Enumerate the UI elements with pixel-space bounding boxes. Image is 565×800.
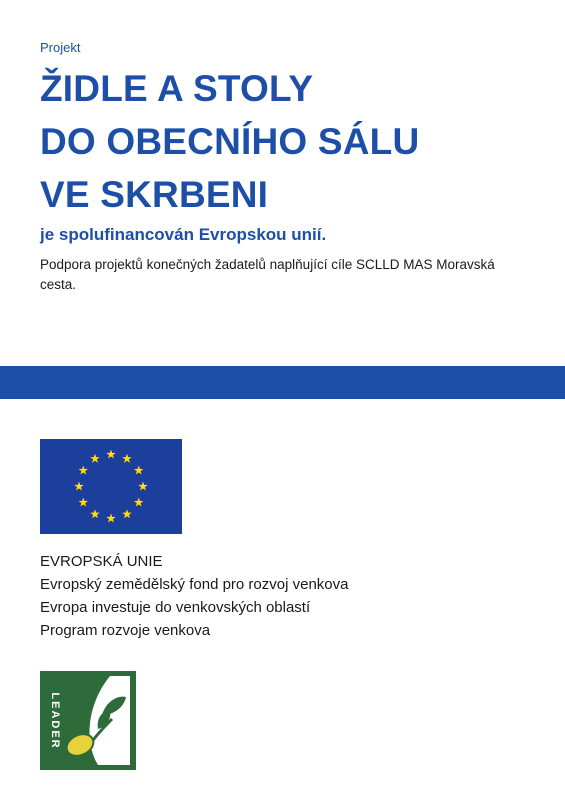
eu-union-label: EVROPSKÁ UNIE	[40, 553, 163, 570]
leader-vertical-text: LEADER	[49, 692, 61, 750]
title-line-1: ŽIDLE A STOLY	[40, 68, 314, 109]
eu-program-label: Program rozvoje venkova	[40, 622, 211, 639]
title-line-2: DO OBECNÍHO SÁLU	[40, 121, 420, 162]
support-description: Podpora projektů konečných žadatelů naplňující cíle SCLLD MAS Moravská cesta.	[40, 257, 495, 292]
page-title	[40, 62, 419, 221]
title-line-3: VE SKRBENI	[40, 174, 269, 215]
leader-logo-icon	[40, 671, 136, 770]
eu-fund-label: Evropský zemědělský fond pro rozvoj venkova	[40, 576, 349, 593]
blue-divider-band	[0, 366, 565, 399]
eu-invest-label: Evropa investuje do venkovských oblastí	[40, 599, 311, 616]
project-label: Projekt	[40, 40, 81, 55]
eu-flag-icon	[40, 439, 182, 534]
cofinanced-statement: je spolufinancován Evropskou unií.	[40, 225, 327, 244]
eu-text-block	[40, 550, 348, 642]
